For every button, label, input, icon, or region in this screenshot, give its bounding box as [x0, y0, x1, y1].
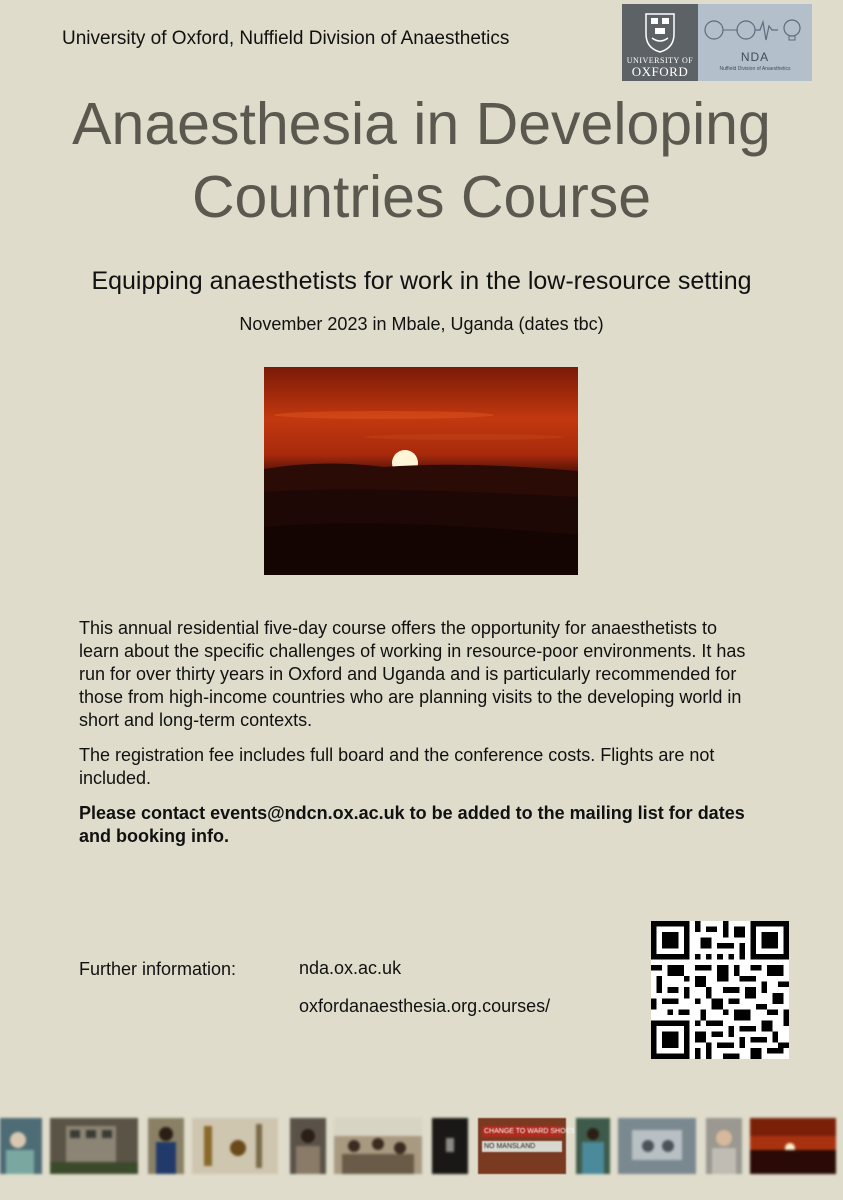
strip-photo-12 [750, 1118, 836, 1174]
description-paragraph: This annual residential five-day course offers the opportunity for anaesthetists to learn about the specific challenges of working in resource-poor environments. It has run for over thirty years in Oxford and Uganda and is particularly recommended for those from high-income countries who are planning visits to the developing world in short and long-term contexts. [79, 618, 746, 730]
oxford-logo [622, 4, 698, 81]
strip-photo-5 [290, 1118, 326, 1174]
oxford-logo-line2: OXFORD [631, 64, 689, 79]
nda-icons [702, 12, 808, 52]
nda-link[interactable]: nda.ox.ac.uk [299, 958, 402, 978]
strip-photo-10 [618, 1118, 696, 1174]
page-title [0, 88, 843, 234]
sunset-photo [264, 367, 578, 575]
nda-bulb-icon [784, 20, 800, 36]
fee-paragraph: The registration fee includes full board and the conference costs. Flights are not included. [79, 745, 715, 788]
strip-photo-9 [576, 1118, 610, 1174]
logo-block [622, 4, 812, 81]
oxford-logo-line1: UNIVERSITY OF [626, 56, 694, 65]
nda-heartbeat-icon [755, 22, 778, 40]
strip-sign-2: NO MANSLAND [482, 1141, 562, 1152]
nda-circle-icon-1 [705, 21, 723, 39]
oxford-crest-icon [642, 10, 678, 54]
nda-logo-abbrev: NDA [740, 50, 770, 64]
contact-paragraph: Please contact events@ndcn.ox.ac.uk to be added to the mailing list for dates and booking info. [79, 803, 745, 846]
strip-photo-4 [192, 1118, 278, 1174]
page-title-line1: Anaesthesia in Developing [72, 91, 771, 157]
institution-header: University of Oxford, Nuffield Division of Anaesthetics [62, 28, 510, 49]
nda-logo-full: Nuffield Division of Anaesthetics [719, 66, 791, 72]
strip-sign-1: CHANGE TO WARD SHOES [484, 1128, 575, 1135]
nda-logo [698, 4, 812, 81]
subtitle: Equipping anaesthetists for work in the low-resource setting [91, 267, 752, 295]
strip-photo-7 [432, 1118, 468, 1174]
page-title-line2: Countries Course [191, 164, 652, 230]
photo-strip [0, 1118, 843, 1174]
further-info-label: Further information: [79, 959, 237, 979]
nda-circle-icon-2 [737, 21, 755, 39]
strip-photo-3 [148, 1118, 184, 1174]
qr-code[interactable] [651, 921, 789, 1059]
strip-photo-1 [0, 1118, 42, 1174]
strip-photo-8 [478, 1118, 575, 1174]
strip-photo-11 [706, 1118, 742, 1174]
course-dateline: November 2023 in Mbale, Uganda (dates tbc) [239, 314, 604, 334]
course-description [79, 617, 759, 860]
oxford-anaesthesia-link[interactable]: oxfordanaesthesia.org.courses/ [299, 996, 551, 1016]
strip-photo-2 [50, 1118, 138, 1174]
strip-photo-6 [334, 1118, 422, 1174]
